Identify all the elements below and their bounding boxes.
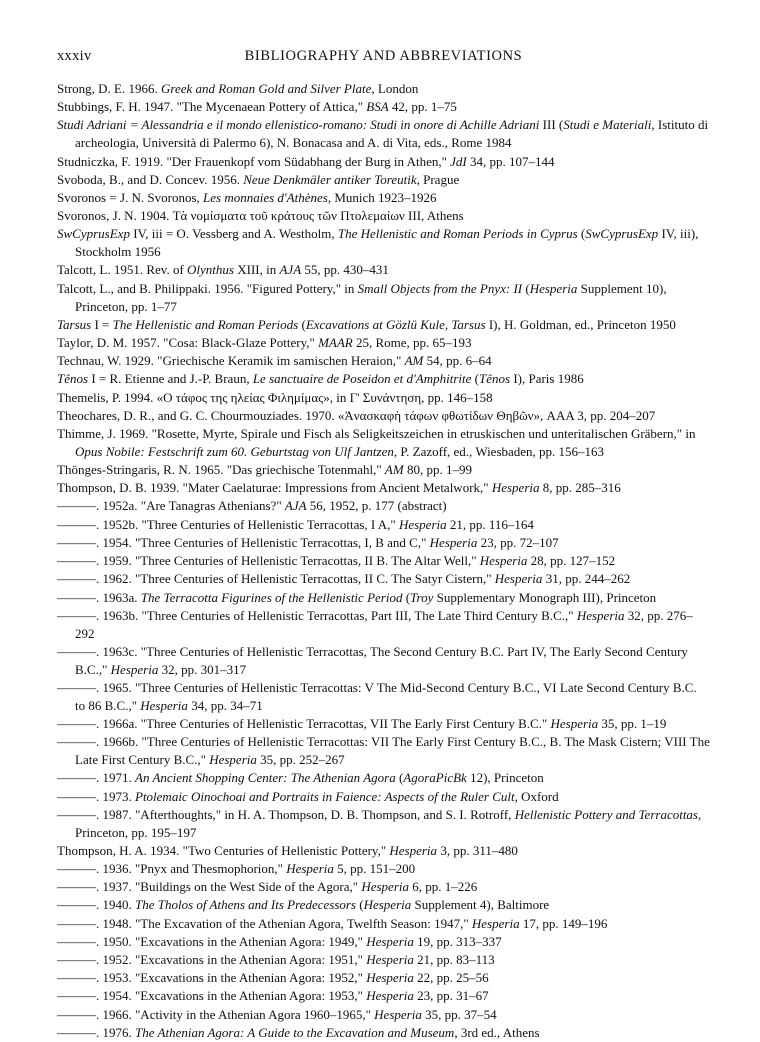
entry-italic-text: AJA xyxy=(279,262,302,278)
entry-text: ———. 1963b. "Three Centuries of Hellenistic Terracottas, Part III, The Late Third Century B.C.," xyxy=(57,607,577,623)
entry-text: ———. 1966a. "Three Centuries of Hellenistic Terracottas, VII The Early First Century B.C." xyxy=(57,716,551,732)
entry-text: 55, pp. 430–431 xyxy=(301,262,389,278)
page-number: xxxiv xyxy=(57,48,92,64)
entry-italic-text: Hesperia xyxy=(389,842,438,858)
bibliography-entry xyxy=(57,461,710,479)
bibliography-entry xyxy=(57,534,710,552)
entry-italic-text: The Terracotta Figurines of the Hellenistic Period xyxy=(140,589,403,605)
entry-italic-text: Hesperia xyxy=(429,534,478,550)
entry-text: ———. 1952a. "Are Tanagras Athenians?" xyxy=(57,498,285,514)
entry-text: ( xyxy=(522,280,530,296)
entry-italic-text: An Ancient Shopping Center: The Athenian Agora xyxy=(135,770,396,786)
entry-italic-text: Studi Adriani = Alessandria e il mondo ellenistico-romano: Studi in onore di Achille Adriani xyxy=(57,117,540,133)
entry-text: 54, pp. 6–64 xyxy=(423,353,492,369)
entry-text: ———. 1937. "Buildings on the West Side of the Agora," xyxy=(57,879,362,895)
entry-italic-text: Hesperia xyxy=(140,697,188,713)
entry-text: 32, pp. 276–292 xyxy=(75,607,693,641)
bibliography-entry xyxy=(57,352,710,370)
bibliography-entry xyxy=(57,589,710,607)
bibliography-entry xyxy=(57,98,710,116)
bibliography-entry xyxy=(57,1024,710,1042)
entry-text: ———. 1966. "Activity in the Athenian Agora 1960–1965," xyxy=(57,1006,375,1022)
entry-text: 34, pp. 107–144 xyxy=(466,153,555,169)
bibliography-list xyxy=(57,80,710,1042)
bibliography-entry xyxy=(57,788,710,806)
entry-text: Supplement 10), Princeton, pp. 1–77 xyxy=(75,280,667,314)
entry-text: Talcott, L. 1951. Rev. of xyxy=(57,262,188,278)
page-header xyxy=(57,48,710,68)
entry-text: 35, pp. 1–19 xyxy=(598,716,667,732)
entry-italic-text: Tênos xyxy=(479,371,511,387)
entry-italic-text: Hesperia xyxy=(550,716,599,732)
entry-text: 21, pp. 83–113 xyxy=(413,952,495,968)
bibliography-entry xyxy=(57,733,710,769)
bibliography-entry xyxy=(57,207,710,225)
entry-italic-text: MAAR xyxy=(318,334,353,350)
entry-text: 6, pp. 1–226 xyxy=(409,879,478,895)
entry-text: ———. 1971. xyxy=(57,770,135,786)
bibliography-entry xyxy=(57,171,710,189)
entry-text: Strong, D. E. 1966. xyxy=(57,81,161,96)
bibliography-entry xyxy=(57,153,710,171)
entry-italic-text: Hesperia xyxy=(366,988,414,1004)
entry-text: 21, pp. 116–164 xyxy=(446,516,534,532)
entry-text: , 3rd ed., Athens xyxy=(454,1024,540,1040)
entry-text: ( xyxy=(395,770,404,786)
entry-text: 5, pp. 151–200 xyxy=(333,861,416,877)
entry-italic-text: Hesperia xyxy=(374,1006,422,1022)
bibliography-entry xyxy=(57,407,710,425)
bibliography-entry xyxy=(57,280,710,316)
entry-text: 3, pp. 311–480 xyxy=(437,842,518,858)
entry-text: 35, pp. 252–267 xyxy=(256,752,345,768)
entry-italic-text: Hesperia xyxy=(398,516,447,532)
entry-text: ( xyxy=(577,226,586,242)
entry-text: IV, iii), Stockholm 1956 xyxy=(75,226,699,260)
entry-italic-text: JdI xyxy=(450,153,467,169)
bibliography-entry xyxy=(57,1006,710,1024)
bibliography-entry xyxy=(57,370,710,388)
entry-text: 17, pp. 149–196 xyxy=(519,915,608,931)
entry-italic-text: Studi e Materiali xyxy=(563,117,652,133)
entry-text: Technau, W. 1929. "Griechische Keramik im samischen Heraion," xyxy=(57,353,405,369)
running-title: BIBLIOGRAPHY AND ABBREVIATIONS xyxy=(244,48,523,64)
bibliography-entry xyxy=(57,951,710,969)
entry-text: ———. 1966b. "Three Centuries of Hellenistic Terracottas: VII The Early First Century B.C., B. The Mask Cistern; VIII The Late First Century B.C.," xyxy=(57,734,710,768)
entry-italic-text: Hesperia xyxy=(286,861,334,877)
entry-text: I), H. Goldman, ed., Princeton 1950 xyxy=(485,316,676,332)
entry-italic-text: Hesperia xyxy=(529,280,578,296)
entry-text: 22, pp. 25–56 xyxy=(413,970,489,986)
bibliography-entry xyxy=(57,479,710,497)
entry-text: ( xyxy=(471,371,479,387)
entry-italic-text: The Athenian Agora: A Guide to the Excavation and Museum xyxy=(135,1024,455,1040)
entry-text: , London xyxy=(371,81,419,96)
entry-text: 34, pp. 34–71 xyxy=(187,697,263,713)
entry-text: Studniczka, F. 1919. "Der Frauenkopf vom Südabhang der Burg in Athen," xyxy=(57,153,451,169)
entry-text: Supplement 4), Baltimore xyxy=(411,897,550,913)
bibliography-entry xyxy=(57,896,710,914)
entry-italic-text: Troy xyxy=(410,589,434,605)
entry-text: , Oxford xyxy=(514,788,559,804)
bibliography-entry xyxy=(57,860,710,878)
entry-text: ———. 1940. xyxy=(57,897,135,913)
bibliography-entry xyxy=(57,715,710,733)
bibliography-entry xyxy=(57,969,710,987)
bibliography-entry xyxy=(57,261,710,279)
entry-text: ———. 1963a. xyxy=(57,589,141,605)
bibliography-entry xyxy=(57,878,710,896)
entry-text: Svoronos = J. N. Svoronos, xyxy=(57,189,204,205)
entry-text: , P. Zazoff, ed., Wiesbaden, pp. 156–163 xyxy=(393,443,605,459)
entry-text: I), Paris 1986 xyxy=(510,371,584,387)
entry-italic-text: Olynthus xyxy=(187,262,234,278)
entry-italic-text: Le sanctuaire de Poseidon et d'Amphitrite xyxy=(252,371,472,387)
bibliography-entry xyxy=(57,679,710,715)
entry-italic-text: Ptolemaic Oinochoai and Portraits in Faience: Aspects of the Ruler Cult xyxy=(135,788,515,804)
entry-text: Theochares, D. R., and G. C. Chourmouziades. 1970. «Ἀνασκαφὴ τάφων φθωτίδων Θηβῶν», AAA 3, pp. 204–207 xyxy=(57,407,656,423)
entry-italic-text: Hesperia xyxy=(471,915,520,931)
entry-text: IV, iii = O. Vessberg and A. Westholm, xyxy=(129,226,338,242)
entry-text: 23, pp. 72–107 xyxy=(477,534,559,550)
entry-text: 25, Rome, pp. 65–193 xyxy=(352,334,472,350)
entry-text: Taylor, D. M. 1957. "Cosa: Black-Glaze Pottery," xyxy=(57,334,319,350)
entry-italic-text: Hesperia xyxy=(366,970,414,986)
entry-italic-text: Small Objects from the Pnyx: II xyxy=(357,280,523,296)
entry-text: ———. 1962. "Three Centuries of Hellenistic Terracottas, II C. The Satyr Cistern," xyxy=(57,571,495,587)
entry-text: 19, pp. 313–337 xyxy=(413,933,502,949)
entry-text: 8, pp. 285–316 xyxy=(539,480,621,496)
entry-italic-text: Tarsus xyxy=(57,316,92,332)
entry-text: ( xyxy=(402,589,411,605)
entry-text: ( xyxy=(356,897,364,913)
entry-italic-text: AM xyxy=(404,353,424,369)
entry-italic-text: Excavations at Gözlü Kule, Tarsus xyxy=(305,316,486,332)
bibliography-entry xyxy=(57,607,710,643)
bibliography-entry xyxy=(57,389,710,407)
entry-italic-text: Les monnaies d'Athènes xyxy=(203,189,328,205)
entry-text: ———. 1963c. "Three Centuries of Hellenistic Terracottas, The Second Century B.C. Part IV, The Early Second Century B.C.," xyxy=(57,643,688,677)
bibliography-entry xyxy=(57,189,710,207)
bibliography-entry xyxy=(57,842,710,860)
bibliography-entry xyxy=(57,425,710,461)
entry-text: , Princeton, pp. 195–197 xyxy=(75,806,702,840)
bibliography-entry xyxy=(57,643,710,679)
entry-italic-text: Hesperia xyxy=(361,879,410,895)
bibliography-entry xyxy=(57,316,710,334)
bibliography-entry xyxy=(57,516,710,534)
entry-text: ———. 1936. "Pnyx and Thesmophorion," xyxy=(57,861,287,877)
bibliography-entry xyxy=(57,933,710,951)
entry-text: ———. 1959. "Three Centuries of Hellenistic Terracottas, II B. The Altar Well," xyxy=(57,553,480,569)
entry-text: XIII, in xyxy=(233,262,280,278)
bibliography-entry xyxy=(57,570,710,588)
entry-italic-text: AgoraPicBk xyxy=(403,770,467,786)
entry-italic-text: Hellenistic Pottery and Terracottas xyxy=(514,806,698,822)
entry-text: ———. 1976. xyxy=(57,1024,135,1040)
entry-text: , Istituto di archeologia, Università di Palermo 6), N. Bonacasa and A. di Vita, eds., Rome 1984 xyxy=(75,117,709,151)
entry-italic-text: Tênos xyxy=(57,371,89,387)
entry-text: ———. 1952. "Excavations in the Athenian Agora: 1951," xyxy=(57,952,367,968)
entry-text: ———. 1952b. "Three Centuries of Hellenistic Terracottas, I A," xyxy=(57,516,399,532)
entry-italic-text: Hesperia xyxy=(209,752,257,768)
entry-text: Svoronos, J. N. 1904. Τὰ νομίσματα τοῦ κράτους τῶν Πτολεμαίων III, Athens xyxy=(57,208,464,224)
entry-text: ———. 1987. "Afterthoughts," in H. A. Thompson, D. B. Thompson, and S. I. Rotroff, xyxy=(57,806,515,822)
entry-italic-text: Hesperia xyxy=(366,933,414,949)
entry-text: Thompson, D. B. 1939. "Mater Caelaturae: Impressions from Ancient Metalwork," xyxy=(57,480,492,496)
entry-italic-text: The Hellenistic and Roman Periods in Cyprus xyxy=(337,226,578,242)
entry-italic-text: Hesperia xyxy=(110,661,159,677)
entry-text: ———. 1954. "Excavations in the Athenian Agora: 1953," xyxy=(57,988,367,1004)
entry-italic-text: Hesperia xyxy=(479,553,528,569)
entry-italic-text: Greek and Roman Gold and Silver Plate xyxy=(161,81,372,96)
entry-text: , Munich 1923–1926 xyxy=(327,189,437,205)
entry-italic-text: The Tholos of Athens and Its Predecessors xyxy=(135,897,356,913)
entry-text: ( xyxy=(298,316,306,332)
bibliography-entry xyxy=(57,552,710,570)
bibliography-entry xyxy=(57,334,710,352)
entry-text: 31, pp. 244–262 xyxy=(542,571,631,587)
entry-text: ———. 1953. "Excavations in the Athenian Agora: 1952," xyxy=(57,970,367,986)
entry-text: 23, pp. 31–67 xyxy=(413,988,489,1004)
entry-text: Stubbings, F. H. 1947. "The Mycenaean Pottery of Attica," xyxy=(57,99,367,115)
entry-text: Supplementary Monograph III), Princeton xyxy=(433,589,657,605)
bibliography-entry xyxy=(57,116,710,152)
entry-text: ———. 1965. "Three Centuries of Hellenistic Terracottas: V The Mid-Second Century B.C., VI Late Second Century B.C. to 86 B.C.," xyxy=(57,679,697,713)
entry-italic-text: Hesperia xyxy=(576,607,625,623)
bibliography-entry xyxy=(57,769,710,787)
entry-text: 28, pp. 127–152 xyxy=(527,553,616,569)
entry-italic-text: SwCyprusExp xyxy=(57,226,130,242)
entry-text: 32, pp. 301–317 xyxy=(158,661,247,677)
entry-italic-text: SwCyprusExp xyxy=(585,226,659,242)
entry-italic-text: AJA xyxy=(284,498,307,514)
entry-text: Thompson, H. A. 1934. "Two Centuries of Hellenistic Pottery," xyxy=(57,842,390,858)
entry-text: ———. 1948. "The Excavation of the Athenian Agora, Twelfth Season: 1947," xyxy=(57,915,472,931)
entry-italic-text: AM xyxy=(384,462,404,478)
entry-text: Thimme, J. 1969. "Rosette, Myrte, Spirale und Fisch als Seligkeitszeichen in etruskischen und unteritalischen Gräbern," in xyxy=(57,425,696,441)
bibliography-entry xyxy=(57,987,710,1005)
entry-text: Themelis, P. 1994. «Ο τάφος της ηλείας Φιλημίμας», in Γ' Συνάντηση, pp. 146–158 xyxy=(57,389,493,405)
bibliography-entry xyxy=(57,497,710,515)
entry-text: ———. 1950. "Excavations in the Athenian Agora: 1949," xyxy=(57,933,367,949)
entry-italic-text: Hesperia xyxy=(491,480,540,496)
entry-text: , Prague xyxy=(416,171,460,187)
entry-text: 56, 1952, p. 177 (abstract) xyxy=(306,498,447,514)
entry-text: III ( xyxy=(539,117,564,133)
entry-text: 42, pp. 1–75 xyxy=(388,99,457,115)
entry-text: I = xyxy=(91,316,113,332)
entry-text: Thönges-Stringaris, R. N. 1965. "Das griechische Totenmahl," xyxy=(57,462,385,478)
entry-text: 12), Princeton xyxy=(466,770,544,786)
bibliography-entry xyxy=(57,80,710,98)
bibliography-entry xyxy=(57,225,710,261)
entry-italic-text: Hesperia xyxy=(363,897,412,913)
entry-text: Talcott, L., and B. Philippaki. 1956. "Figured Pottery," in xyxy=(57,280,358,296)
entry-text: ———. 1954. "Three Centuries of Hellenistic Terracottas, I, B and C," xyxy=(57,534,430,550)
entry-text: ———. 1973. xyxy=(57,788,135,804)
entry-italic-text: The Hellenistic and Roman Periods xyxy=(112,316,299,332)
bibliography-entry xyxy=(57,915,710,933)
entry-text: 35, pp. 37–54 xyxy=(421,1006,497,1022)
entry-text: 80, pp. 1–99 xyxy=(403,462,472,478)
entry-italic-text: Hesperia xyxy=(494,571,543,587)
entry-italic-text: BSA xyxy=(366,99,389,115)
entry-italic-text: Hesperia xyxy=(366,952,414,968)
entry-text: Svoboda, B., and D. Concev. 1956. xyxy=(57,171,244,187)
entry-text: I = R. Etienne and J.-P. Braun, xyxy=(88,371,253,387)
bibliography-entry xyxy=(57,806,710,842)
entry-italic-text: Opus Nobile: Festschrift zum 60. Geburtstag von Ulf Jantzen xyxy=(75,443,394,459)
entry-italic-text: Neue Denkmäler antiker Toreutik xyxy=(243,171,417,187)
